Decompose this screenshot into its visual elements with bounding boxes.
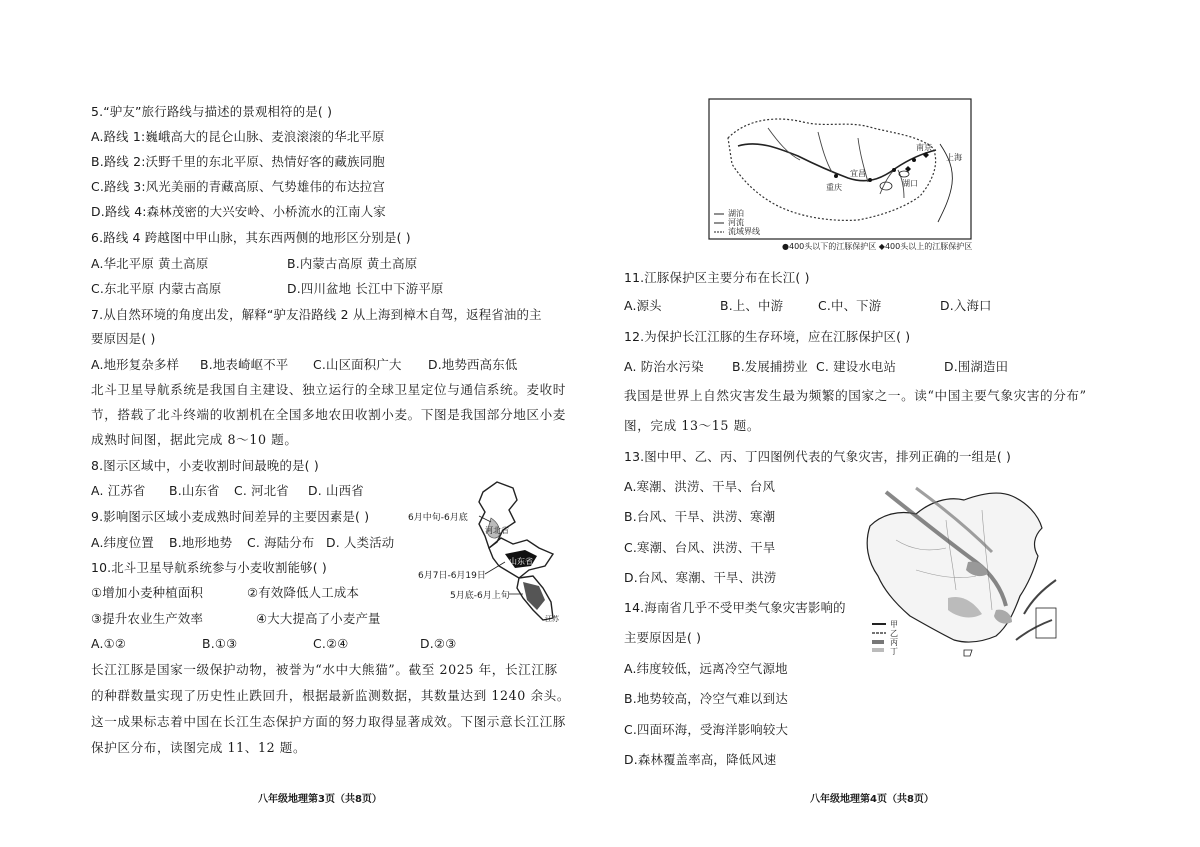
intro-disaster-line2: 图，完成 13～15 题。: [624, 418, 761, 433]
right-page: [600, 0, 1200, 847]
china-map-graphic: [856, 480, 1061, 670]
q10-option-d[interactable]: D.②③: [420, 636, 457, 651]
legend-lake: 湖泊: [728, 209, 744, 218]
q10-option-b[interactable]: B.①③: [202, 636, 238, 651]
q7-stem-line1: 7.从自然环境的角度出发，解释“驴友沿路线 2 从上海到樟木自驾，返程省油的主: [91, 307, 542, 322]
legend-river: 河流: [728, 218, 744, 227]
q7-option-d[interactable]: D.地势西高东低: [428, 357, 518, 372]
legend-yi: 乙: [890, 629, 898, 638]
page-footer-4: 八年级地理第4页（共8页）: [810, 794, 934, 805]
q8-option-b[interactable]: B.山东省: [169, 483, 220, 498]
q12-option-c[interactable]: C. 建设水电站: [816, 359, 897, 374]
q10-option-c[interactable]: C.②④: [313, 636, 349, 651]
q10-statement-3: ③提升农业生产效率: [91, 611, 204, 626]
q6-option-a[interactable]: A.华北平原 黄土高原: [91, 256, 209, 271]
q5-option-a[interactable]: A.路线 1:巍峨高大的昆仑山脉、麦浪滚滚的华北平原: [91, 129, 385, 144]
q8-option-a[interactable]: A. 江苏省: [91, 483, 146, 498]
q12-option-b[interactable]: B.发展捕捞业: [732, 359, 808, 374]
q7-option-a[interactable]: A.地形复杂多样: [91, 357, 180, 372]
q11-option-d[interactable]: D.入海口: [940, 298, 992, 313]
q5-option-b[interactable]: B.路线 2:沃野千里的东北平原、热情好客的藏族同胞: [91, 154, 385, 169]
q5-option-d[interactable]: D.路线 4:森林茂密的大兴安岭、小桥流水的江南人家: [91, 204, 386, 219]
q5-stem: 5.“驴友”旅行路线与描述的景观相符的是( ): [91, 104, 333, 119]
intro-disaster-line1: 我国是世界上自然灾害发生最为频繁的国家之一。读“中国主要气象灾害的分布”: [624, 388, 1087, 403]
intro-porpoise-line1: 长江江豚是国家一级保护动物，被誉为“水中大熊猫”。截至 2025 年，长江江豚: [91, 662, 558, 677]
q10-stem: 10.北斗卫星导航系统参与小麦收割能够( ): [91, 560, 327, 575]
q11-stem: 11.江豚保护区主要分布在长江( ): [624, 270, 810, 285]
page-footer-3: 八年级地理第3页（共8页）: [258, 794, 382, 805]
q13-option-c[interactable]: C.寒潮、台风、洪涝、干旱: [624, 540, 776, 555]
legend-basin-boundary: 流域界线: [728, 227, 760, 236]
q13-option-b[interactable]: B.台风、干旱、洪涝、寒潮: [624, 509, 776, 524]
wheat-label-mid-late-june: 6月中旬-6月底: [408, 513, 468, 523]
city-label-yichang: 宜昌: [850, 169, 866, 178]
q14-option-d[interactable]: D.森林覆盖率高，降低风速: [624, 752, 777, 767]
intro-porpoise-line4: 保护区分布，读图完成 11、12 题。: [91, 740, 307, 755]
wheat-label-june7-19: 6月7日-6月19日: [418, 571, 486, 581]
yangtze-map-caption: ●400头以下的江豚保护区 ◆400头以上的江豚保护区: [782, 242, 973, 251]
city-label-hukou: 湖口: [902, 179, 918, 188]
q14-stem-line2: 主要原因是( ): [624, 630, 702, 645]
intro-beidou-line2: 节，搭载了北斗终端的收割机在全国多地农田收割小麦。下图是我国部分地区小麦: [91, 407, 566, 422]
q11-option-b[interactable]: B.上、中游: [720, 298, 784, 313]
q12-option-d[interactable]: D.围湖造田: [944, 359, 1009, 374]
q6-option-d[interactable]: D.四川盆地 长江中下游平原: [287, 281, 444, 296]
q11-option-c[interactable]: C.中、下游: [818, 298, 882, 313]
q8-option-d[interactable]: D. 山西省: [308, 483, 364, 498]
q9-option-b[interactable]: B.地形地势: [169, 535, 233, 550]
q8-option-c[interactable]: C. 河北省: [234, 483, 289, 498]
q12-option-a[interactable]: A. 防治水污染: [624, 359, 704, 374]
q14-stem-line1: 14.海南省几乎不受甲类气象灾害影响的: [624, 600, 846, 615]
q8-stem: 8.图示区域中，小麦收割时间最晚的是( ): [91, 458, 319, 473]
q10-statement-2: ②有效降低人工成本: [247, 585, 360, 600]
q6-option-c[interactable]: C.东北平原 内蒙古高原: [91, 281, 222, 296]
q9-option-a[interactable]: A.纬度位置: [91, 535, 154, 550]
q10-statement-1: ①增加小麦种植面积: [91, 585, 204, 600]
q7-option-b[interactable]: B.地表崎岖不平: [200, 357, 289, 372]
legend-bing: 丙: [890, 638, 898, 647]
q7-stem-line2: 要原因是( ): [91, 331, 156, 346]
wheat-map-graphic: [405, 470, 570, 635]
q6-option-b[interactable]: B.内蒙古高原 黄土高原: [287, 256, 418, 271]
q11-option-a[interactable]: A.源头: [624, 298, 662, 313]
city-label-chongqing: 重庆: [826, 183, 842, 192]
legend-jia: 甲: [890, 620, 898, 629]
legend-ding: 丁: [890, 647, 898, 656]
q7-option-c[interactable]: C.山区面积广大: [313, 357, 402, 372]
intro-beidou-line1: 北斗卫星导航系统是我国自主建设、独立运行的全球卫星定位与通信系统。麦收时: [91, 382, 566, 397]
q13-option-a[interactable]: A.寒潮、洪涝、干旱、台风: [624, 479, 776, 494]
wheat-label-late-may: 5月底-6月上旬: [450, 591, 510, 601]
q12-stem: 12.为保护长江江豚的生存环境，应在江豚保护区( ): [624, 329, 911, 344]
province-label-shandong: 山东省: [509, 557, 533, 566]
q14-option-b[interactable]: B.地势较高，冷空气难以到达: [624, 691, 788, 706]
q13-option-d[interactable]: D.台风、寒潮、干旱、洪涝: [624, 570, 777, 585]
wheat-ripening-map: [405, 470, 570, 635]
city-label-nanjing: 南京: [916, 143, 932, 152]
province-label-hebei: 河北省: [485, 526, 509, 535]
q14-option-c[interactable]: C.四面环海，受海洋影响较大: [624, 722, 789, 737]
q10-option-a[interactable]: A.①②: [91, 636, 127, 651]
intro-beidou-line3: 成熟时间图，据此完成 8～10 题。: [91, 432, 298, 447]
q9-option-d[interactable]: D. 人类活动: [326, 535, 395, 550]
q13-stem: 13.图中甲、乙、丙、丁四图例代表的气象灾害，排列正确的一组是( ): [624, 449, 1012, 464]
intro-porpoise-line2: 的种群数量实现了历史性止跌回升，根据最新监测数据，其数量达到 1240 余头。: [91, 688, 571, 703]
q6-stem: 6.路线 4 跨越图中甲山脉，其东西两侧的地形区分别是( ): [91, 230, 411, 245]
q9-option-c[interactable]: C. 海陆分布: [247, 535, 315, 550]
q10-statement-4: ④大大提高了小麦产量: [256, 611, 381, 626]
city-label-shanghai: 上海: [946, 153, 962, 162]
q14-option-a[interactable]: A.纬度较低，远离冷空气源地: [624, 661, 788, 676]
q5-option-c[interactable]: C.路线 3:风光美丽的青藏高原、气势雄伟的布达拉宫: [91, 179, 385, 194]
q9-stem: 9.影响图示区域小麦成熟时间差异的主要因素是( ): [91, 509, 370, 524]
yangtze-porpoise-map: [708, 98, 978, 254]
intro-porpoise-line3: 这一成果标志着中国在长江生态保护方面的努力取得显著成效。下图示意长江江豚: [91, 714, 566, 729]
china-disaster-map: [856, 480, 1061, 670]
province-label-jiangsu: 江苏: [545, 615, 559, 623]
